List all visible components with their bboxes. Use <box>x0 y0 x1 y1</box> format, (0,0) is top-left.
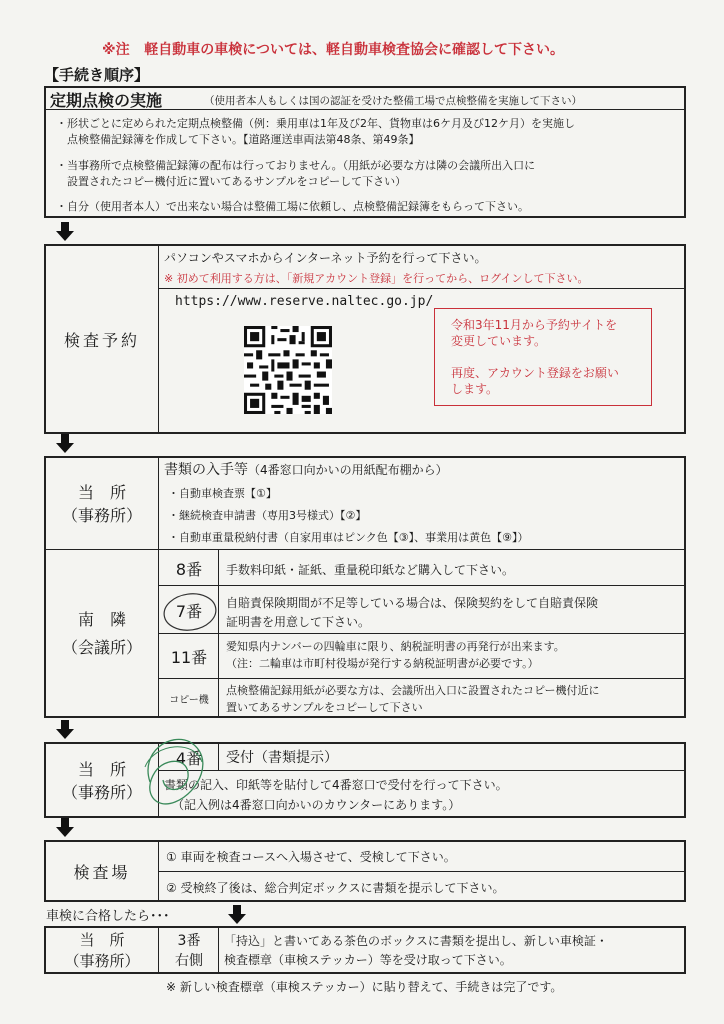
down-arrow-icon <box>56 818 74 838</box>
procedure-heading: 【手続き順序】 <box>44 66 150 84</box>
footer-note: ※ 新しい検査標章（車検ステッカー）に貼り替えて、手続きは完了です。 <box>166 980 563 994</box>
office-label: 当 所 <box>79 931 125 949</box>
section1-item: ・当事務所で点検整備記録簿の配布は行っておりません。（用紙が必要な方は隣の会議所出入口に <box>56 159 536 172</box>
handwritten-circle <box>160 590 220 634</box>
divider <box>158 678 686 679</box>
down-arrow-icon <box>228 905 246 925</box>
window-7: 7番 <box>175 601 203 621</box>
window-11-text: 愛知県内ナンバーの四輪車に限り、納税証明書の再発行が出来ます。 <box>226 640 565 653</box>
window-11: 11番 <box>170 648 208 667</box>
divider <box>158 770 686 771</box>
reservation-url[interactable]: https://www.reserve.naltec.go.jp/ <box>175 294 434 309</box>
documents-heading-note: （4番窓口向かいの用紙配布棚から） <box>248 463 448 477</box>
reception-title: 受付（書類提示） <box>226 750 338 766</box>
window-3 <box>160 928 218 972</box>
neighbor-sublabel: （会議所） <box>61 637 142 657</box>
pickup-line: 「持込」と書いてある茶色のボックスに書類を提出し、新しい車検証・ <box>224 934 608 948</box>
section1-item: 設置されたコピー機付近に置いてあるサンプルをコピーして下さい） <box>56 175 407 188</box>
notice <box>102 39 564 59</box>
window-7-text: 証明書を用意して下さい。 <box>226 615 371 629</box>
inspection-step: ② 受検終了後は、総合判定ボックスに書類を提示して下さい。 <box>166 881 505 895</box>
section1-item: ・形状ごとに定められた定期点検整備（例：乗用車は1年及び2年、貨物車は6ケ月及び12ケ月）を実施し <box>56 117 575 130</box>
section1-item: 点検整備記録簿を作成して下さい。【道路運送車両法第48条、第49条】 <box>56 133 420 146</box>
document-item: ・自動車検査票【①】 <box>168 487 277 500</box>
section2-label: 検査予約 <box>63 330 140 350</box>
neighbor-label: 南 隣 <box>77 609 126 629</box>
divider <box>158 871 686 872</box>
document-item: ・自動車重量税納付書（自家用車はピンク色【③】、事業用は黄色【⑨】） <box>168 531 529 544</box>
window-3-side: 右側 <box>175 953 203 969</box>
site-change-callout <box>434 308 652 406</box>
divider <box>158 585 686 586</box>
documents-heading: 書類の入手等 <box>164 462 248 478</box>
document-item: ・継続検査申請書（専用3号様式）【②】 <box>168 509 367 522</box>
reception-line: （記入例は4番窓口向かいのカウンターにあります。） <box>172 798 461 812</box>
window-11-text: （注：二輪車は市町村役場が発行する納税証明書が必要です。） <box>226 657 539 670</box>
section2-line1: パソコンやスマホからインターネット予約を行って下さい。 <box>164 251 487 265</box>
qr-code-icon[interactable] <box>244 326 332 414</box>
notice-text: 軽自動車の車検については、軽自動車検査協会に確認して下さい。 <box>144 42 564 58</box>
window-8: 8番 <box>175 559 203 579</box>
section4-label <box>46 551 158 716</box>
window-4: 4番 <box>175 748 203 768</box>
callout-line: 変更しています。 <box>451 334 547 348</box>
window-8-text: 手数料印紙・証紙、重量税印紙など購入して下さい。 <box>226 563 515 577</box>
office-sublabel: （事務所） <box>61 506 142 525</box>
copier-label: コピー機 <box>169 694 209 706</box>
copier-text: 点検整備記録用紙が必要な方は、会議所出入口に設置されたコピー機付近に <box>226 684 600 697</box>
notice-mark: ※注 <box>102 42 130 58</box>
section1-item: ・自分（使用者本人）で出来ない場合は整備工場に依頼し、点検整備記録簿をもらって下さい。 <box>56 200 529 213</box>
section3-heading <box>164 459 448 479</box>
section6-label: 検査場 <box>73 862 131 882</box>
section1-subtitle: （使用者本人もしくは国の認証を受けた整備工場で点検整備を実施して下さい） <box>204 95 582 107</box>
handwritten-scribble <box>130 722 220 822</box>
office-label: 当 所 <box>77 483 126 502</box>
callout-line: 再度、アカウント登録をお願い <box>451 366 619 380</box>
window-3-number: 3番 <box>177 933 201 949</box>
office-sublabel: （事務所） <box>61 783 142 802</box>
down-arrow-icon <box>56 434 74 454</box>
reception-line: 書類の記入、印紙等を貼付して4番窓口で受付を行って下さい。 <box>164 778 508 792</box>
callout-line <box>451 349 651 365</box>
down-arrow-icon <box>56 222 74 242</box>
section7-label <box>46 928 158 972</box>
section1-title: 定期点検の実施 <box>50 91 163 110</box>
callout-line: 令和3年11月から予約サイトを <box>451 318 618 332</box>
divider <box>44 549 686 550</box>
divider <box>218 926 219 974</box>
pickup-line: 検査標章（車検ステッカー）等を受け取って下さい。 <box>224 953 512 967</box>
office-label: 当 所 <box>77 760 126 779</box>
section2-line2: ※ 初めて利用する方は、「新規アカウント登録」を行ってから、ログインして下さい。 <box>164 272 589 285</box>
divider <box>158 288 686 289</box>
window-7-text: 自賠責保険期間が不足等している場合は、保険契約をして自賠責保険 <box>226 596 599 610</box>
inspection-step: ① 車両を検査コースへ入場させて、受検して下さい。 <box>166 850 456 864</box>
divider <box>158 633 686 634</box>
divider <box>158 926 159 974</box>
callout-line: します。 <box>451 382 499 396</box>
down-arrow-icon <box>56 720 74 740</box>
pass-caption: 車検に合格したら･･･ <box>46 909 170 924</box>
office-sublabel: （事務所） <box>64 952 140 970</box>
copier-text: 置いてあるサンプルをコピーして下さい <box>226 701 423 714</box>
divider <box>158 244 159 434</box>
section3-label <box>46 458 158 548</box>
